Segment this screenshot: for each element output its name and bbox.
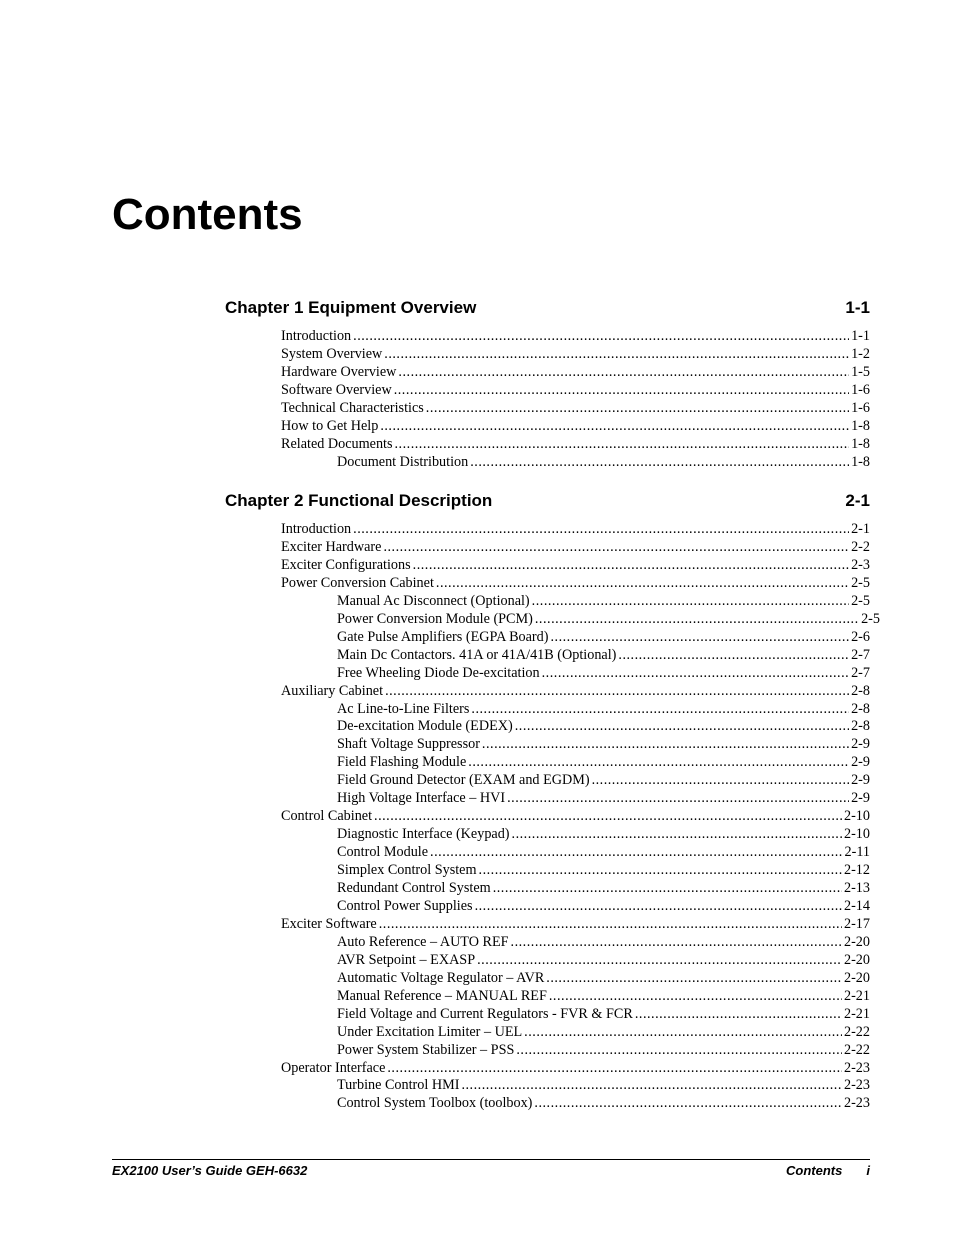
toc-entry[interactable] — [281, 520, 870, 538]
toc-entry-page-number: 2-9 — [851, 754, 870, 771]
toc-entry-label: Power Conversion Cabinet — [281, 574, 434, 591]
dot-leader — [542, 664, 849, 682]
toc-subentry[interactable] — [337, 592, 870, 610]
toc-entry[interactable] — [281, 807, 870, 825]
dot-leader — [379, 915, 842, 933]
dot-leader — [395, 435, 850, 453]
toc-subentry[interactable] — [337, 879, 870, 897]
toc-entry-page-number: 2-7 — [851, 664, 870, 681]
toc-entry-page-number: 2-20 — [843, 969, 870, 986]
toc-entry-label: Exciter Software — [281, 915, 377, 932]
toc-entry-label: Field Flashing Module — [337, 754, 467, 771]
dot-leader — [516, 1041, 842, 1059]
dot-leader — [413, 556, 849, 574]
dot-leader — [534, 1094, 842, 1112]
toc-entry-page-number: 2-10 — [843, 826, 870, 843]
chapter-page-number: 1-1 — [845, 298, 870, 317]
toc-entry-label: Hardware Overview — [281, 363, 397, 380]
toc-entry-label: Exciter Configurations — [281, 556, 411, 573]
toc-entry-page-number: 2-23 — [843, 1059, 870, 1076]
toc-entry-label: Exciter Hardware — [281, 538, 382, 555]
toc-subentry[interactable] — [337, 897, 870, 915]
dot-leader — [515, 717, 849, 735]
toc-entry-label: Auxiliary Cabinet — [281, 682, 384, 699]
toc-entry-page-number: 2-8 — [851, 682, 870, 699]
chapter-heading[interactable] — [225, 490, 870, 512]
toc-entry-page-number: 2-13 — [843, 880, 870, 896]
dot-leader — [426, 399, 849, 417]
toc-subentry[interactable] — [337, 969, 870, 987]
dot-leader — [430, 843, 842, 861]
toc-entry-label: High Voltage Interface – HVI — [337, 790, 506, 807]
dot-leader — [380, 417, 849, 435]
toc-subentry[interactable] — [337, 933, 870, 951]
toc-entry-page-number: 2-9 — [851, 772, 870, 789]
toc-entry-label: Diagnostic Interface (Keypad) — [337, 826, 510, 843]
toc-entry-label: Simplex Control System — [337, 862, 477, 879]
toc-entry-label: Manual Reference – MANUAL REF — [337, 987, 547, 1004]
dot-leader — [398, 363, 849, 381]
toc-subentry[interactable] — [337, 1023, 870, 1041]
toc-entry-label: Auto Reference – AUTO REF — [337, 933, 509, 950]
toc-entry-page-number: 1-1 — [851, 328, 870, 344]
dot-leader — [479, 861, 842, 879]
toc-subentry[interactable] — [337, 453, 870, 471]
dot-leader — [532, 592, 849, 610]
dot-leader — [482, 735, 849, 753]
toc-subentry[interactable] — [337, 717, 870, 735]
toc-entry-label: Gate Pulse Amplifiers (EGPA Board) — [337, 628, 549, 645]
toc-entry-label: Manual Ac Disconnect (Optional) — [337, 592, 530, 609]
toc-entry-page-number: 2-20 — [843, 933, 870, 950]
toc-entry-page-number: 2-11 — [844, 844, 870, 861]
toc-entry-page-number: 1-8 — [851, 453, 870, 470]
dot-leader — [618, 646, 849, 664]
chapter-heading[interactable] — [225, 297, 870, 319]
toc-entry[interactable] — [281, 538, 870, 556]
dot-leader — [353, 520, 849, 538]
toc-entry-page-number: 2-3 — [851, 556, 870, 573]
toc-entry-label: Control Module — [337, 844, 429, 861]
toc-entry-page-number: 2-8 — [851, 718, 870, 735]
toc-entry-label: Automatic Voltage Regulator – AVR — [337, 969, 545, 986]
dot-leader — [387, 1059, 842, 1077]
toc-entry-page-number: 1-6 — [851, 381, 870, 398]
toc-entry-page-number: 2-6 — [851, 628, 870, 645]
dot-leader — [384, 345, 849, 363]
toc-entry-page-number: 2-8 — [851, 700, 870, 717]
toc-entry-page-number: 2-22 — [843, 1023, 870, 1040]
dot-leader — [385, 682, 849, 700]
toc-entry-page-number: 2-17 — [843, 915, 870, 932]
toc-entry-page-number: 1-8 — [851, 417, 870, 434]
toc-subentry[interactable] — [337, 753, 870, 771]
toc-entry-page-number: 2-23 — [843, 1077, 870, 1094]
toc-entry-page-number: 2-9 — [851, 790, 870, 807]
footer-page-number: i — [866, 1163, 870, 1178]
toc-entry-page-number: 2-7 — [851, 646, 870, 663]
toc-entry-page-number: 2-1 — [851, 521, 870, 537]
dot-leader — [461, 1076, 842, 1094]
chapter-title: Chapter 1 Equipment Overview — [225, 298, 477, 317]
toc-entry-label: Document Distribution — [337, 453, 469, 470]
toc-entry-label: Power System Stabilizer – PSS — [337, 1041, 515, 1058]
toc-entry[interactable] — [281, 381, 870, 399]
toc-entry-page-number: 2-14 — [843, 897, 870, 914]
toc-subentry[interactable] — [337, 843, 870, 861]
toc-entry-label: How to Get Help — [281, 417, 379, 434]
toc-entry-label: Field Voltage and Current Regulators - FVR & FCR — [337, 1005, 633, 1022]
toc-entry-label: Turbine Control HMI — [337, 1077, 460, 1094]
dot-leader — [512, 825, 842, 843]
toc-entry-label: System Overview — [281, 345, 383, 362]
dot-leader — [383, 538, 849, 556]
toc-entry-page-number: 2-23 — [843, 1095, 870, 1112]
toc-entry-label: Power Conversion Module (PCM) — [337, 610, 533, 627]
toc-entry-page-number: 1-6 — [851, 399, 870, 416]
toc-subentry[interactable] — [337, 735, 870, 753]
dot-leader — [549, 987, 842, 1005]
toc-entry-label: Introduction — [281, 328, 352, 344]
toc-entry-label: Related Documents — [281, 435, 393, 452]
toc-entry[interactable] — [281, 345, 870, 363]
toc-entry-page-number: 2-21 — [843, 987, 870, 1004]
dot-leader — [592, 771, 850, 789]
toc-entry-label: Redundant Control System — [337, 880, 491, 896]
toc-entry-page-number: 2-21 — [843, 1005, 870, 1022]
toc-entry[interactable] — [281, 435, 870, 453]
dot-leader — [475, 897, 842, 915]
toc-entry-label: Main Dc Contactors. 41A or 41A/41B (Optional) — [337, 646, 617, 663]
toc-entry-label: Operator Interface — [281, 1059, 386, 1076]
toc-subentry[interactable] — [337, 789, 870, 807]
dot-leader — [493, 879, 842, 897]
toc-subentry[interactable] — [337, 861, 870, 879]
toc-subentry[interactable] — [337, 771, 870, 789]
toc-subentry[interactable] — [337, 628, 870, 646]
toc-entry-label: Control System Toolbox (toolbox) — [337, 1095, 533, 1112]
dot-leader — [470, 453, 849, 471]
toc-entry-label: AVR Setpoint – EXASP — [337, 951, 476, 968]
toc-entry-label: Control Cabinet — [281, 808, 373, 825]
toc-subentry[interactable] — [337, 646, 870, 664]
toc-entry-label: Software Overview — [281, 381, 392, 398]
toc-entry-label: Field Ground Detector (EXAM and EGDM) — [337, 772, 590, 789]
toc-entry-page-number: 2-22 — [843, 1041, 870, 1058]
toc-entry-page-number: 2-5 — [851, 592, 870, 609]
dot-leader — [471, 700, 849, 718]
toc-entry[interactable] — [281, 574, 870, 592]
dot-leader — [394, 381, 849, 399]
dot-leader — [507, 789, 849, 807]
dot-leader — [468, 753, 849, 771]
toc-entry-page-number: 2-20 — [843, 951, 870, 968]
dot-leader — [477, 951, 842, 969]
dot-leader — [511, 933, 842, 951]
dot-leader — [353, 327, 849, 345]
toc-subentry[interactable] — [337, 664, 870, 682]
toc-entry-label: Technical Characteristics — [281, 399, 424, 416]
toc-entry[interactable] — [281, 417, 870, 435]
dot-leader — [550, 628, 849, 646]
toc-entry-page-number: 2-2 — [851, 538, 870, 555]
dot-leader — [535, 610, 859, 628]
toc-subentry[interactable] — [337, 700, 870, 718]
toc-entry-label: Under Excitation Limiter – UEL — [337, 1023, 523, 1040]
toc-entry[interactable] — [281, 915, 870, 933]
toc-entry-page-number: 1-8 — [851, 435, 870, 452]
toc-entry[interactable] — [281, 556, 870, 574]
toc-entry-label: Ac Line-to-Line Filters — [337, 700, 470, 717]
toc-entry-label: Control Power Supplies — [337, 897, 473, 914]
toc-entry-page-number: 2-12 — [843, 862, 870, 879]
footer-page-info — [786, 1163, 870, 1179]
toc-subentry[interactable] — [337, 1094, 870, 1112]
toc-entry[interactable] — [281, 399, 870, 417]
toc-entry-label: Shaft Voltage Suppressor — [337, 736, 480, 753]
toc-subentry[interactable] — [337, 610, 880, 628]
toc-entry[interactable] — [281, 682, 870, 700]
toc-entry-label: De-excitation Module (EDEX) — [337, 718, 513, 735]
toc-entry-page-number: 2-9 — [851, 736, 870, 753]
toc-subentry[interactable] — [337, 1041, 870, 1059]
chapter-page-number: 2-1 — [845, 491, 870, 510]
footer-divider — [112, 1159, 870, 1160]
dot-leader — [635, 1005, 842, 1023]
toc-entry-page-number: 1-5 — [851, 363, 870, 380]
toc-subentry[interactable] — [337, 1005, 870, 1023]
page-title: Contents — [112, 190, 303, 239]
toc-subentry[interactable] — [337, 1076, 870, 1094]
toc-entry[interactable] — [281, 327, 870, 345]
dot-leader — [524, 1023, 842, 1041]
toc-entry-label: Free Wheeling Diode De-excitation — [337, 664, 540, 681]
toc-entry-page-number: 2-5 — [851, 574, 870, 591]
toc-subentry[interactable] — [337, 951, 870, 969]
toc-entry-label: Introduction — [281, 521, 352, 537]
footer-document-title: EX2100 User’s Guide GEH-6632 — [112, 1163, 308, 1178]
toc-entry-page-number: 2-5 — [861, 610, 880, 627]
toc-entry[interactable] — [281, 363, 870, 381]
dot-leader — [546, 969, 842, 987]
toc-subentry[interactable] — [337, 987, 870, 1005]
toc-subentry[interactable] — [337, 825, 870, 843]
toc-entry-page-number: 1-2 — [851, 345, 870, 362]
chapter-title: Chapter 2 Functional Description — [225, 491, 493, 510]
footer-section-name: Contents — [786, 1163, 843, 1178]
dot-leader — [436, 574, 849, 592]
toc-entry[interactable] — [281, 1059, 870, 1077]
toc-entry-page-number: 2-10 — [843, 808, 870, 825]
dot-leader — [374, 807, 842, 825]
